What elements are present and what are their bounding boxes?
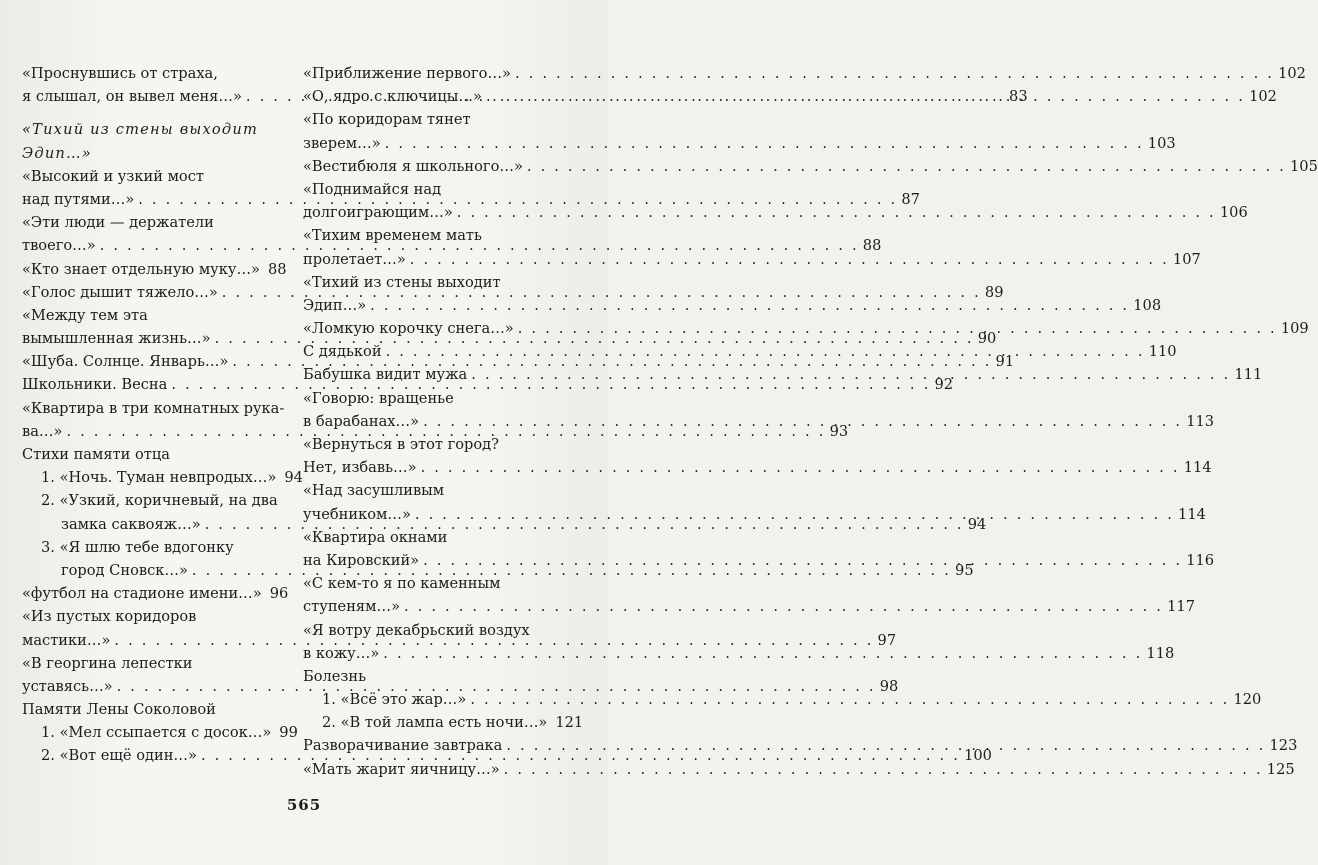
toc-entry-text: ступеням…» xyxy=(303,598,401,616)
toc-entry-text: 2. «Вот ещё один…» xyxy=(41,747,197,765)
toc-entry-text: замка саквояж…» xyxy=(61,515,201,533)
toc-entry-text: 2. «В той лампа есть ночи…» xyxy=(322,714,548,732)
toc-page-number: 123 xyxy=(1269,737,1298,755)
toc-page-number: 118 xyxy=(1146,644,1175,662)
toc-page-number: 88 xyxy=(267,260,287,278)
toc-page-number: 109 xyxy=(1280,320,1309,338)
toc-page-number: 103 xyxy=(1147,134,1176,152)
toc-entry-text: «С кем-то я по каменным xyxy=(303,575,501,593)
toc-entry-text: «Проснувшись от страха, xyxy=(22,65,218,82)
toc-entry-line xyxy=(303,108,566,131)
toc-entry-text: «Тихий из стены выходит xyxy=(303,273,501,291)
toc-entry xyxy=(303,433,1212,479)
toc-entry xyxy=(303,572,1195,618)
toc-entry-text: С дядькой xyxy=(303,343,382,361)
leader-dots xyxy=(410,248,1169,271)
toc-entry-line xyxy=(303,201,1248,224)
toc-entry-line xyxy=(303,572,566,595)
toc-entry-text: «Вернуться в этот город? xyxy=(303,436,499,453)
leader-dots xyxy=(486,85,1245,108)
toc-page-number: 102 xyxy=(1249,88,1277,106)
toc-entry xyxy=(303,62,1306,85)
toc-page-number: 95 xyxy=(955,561,974,579)
toc-entry-text: «Ломкую корочку снега…» xyxy=(303,320,514,338)
toc-entry-text: в кожу…» xyxy=(303,644,380,662)
toc-entry-text: Бабушка видит мужа xyxy=(303,366,468,384)
leader-dots xyxy=(506,734,1265,757)
toc-page-number: 99 xyxy=(279,724,298,742)
leader-dots xyxy=(423,549,1182,572)
toc-entry-line xyxy=(303,271,566,294)
toc-entry-text: учебником…» xyxy=(303,505,411,523)
toc-entry-line xyxy=(303,178,566,201)
toc-entry-text: Болезнь xyxy=(303,667,367,685)
toc-entry-text: Эдип…» xyxy=(22,144,92,162)
toc-entry xyxy=(22,721,298,744)
toc-page-number: 108 xyxy=(1133,296,1162,314)
toc-entry-line xyxy=(303,595,1195,618)
toc-page-number: 105 xyxy=(1290,157,1318,175)
toc-page-number: 90 xyxy=(977,330,997,348)
toc-page-number: 106 xyxy=(1219,204,1248,222)
toc-entry-text: Школьники. Весна xyxy=(22,376,168,394)
toc-page-number: 97 xyxy=(877,631,897,649)
toc-entry-text: «Шуба. Солнце. Январь…» xyxy=(22,353,229,371)
toc-entry xyxy=(303,665,566,688)
toc-entry-text: «Между тем эта xyxy=(22,306,148,324)
toc-entry-text: Нет, избавь…» xyxy=(303,459,417,477)
toc-entry-line xyxy=(22,258,287,281)
toc-entry-text: в барабанах…» xyxy=(303,412,420,430)
toc-entry-line xyxy=(303,642,1175,665)
toc-entry-text: вымышленная жизнь…» xyxy=(22,330,211,348)
toc-entry-text: город Сновск…» xyxy=(61,561,188,579)
toc-entry-text: Стихи памяти отца xyxy=(22,446,170,463)
toc-entry-text: «Голос дышит тяжело…» xyxy=(22,283,218,301)
toc-page-number: 114 xyxy=(1183,459,1212,477)
toc-entry-text: я слышал, он вывел меня…» xyxy=(22,88,242,106)
toc-entry-text: мастики…» xyxy=(22,631,111,649)
toc-entry-line xyxy=(22,489,284,512)
toc-entry-line xyxy=(22,582,289,605)
toc-entry-line xyxy=(22,165,284,188)
toc-page-number: 114 xyxy=(1178,505,1206,523)
toc-entry-text: 3. «Я шлю тебе вдогонку xyxy=(41,538,234,556)
leader-dots xyxy=(518,317,1277,340)
toc-entry-text: Памяти Лены Соколовой xyxy=(22,701,216,719)
toc-page-number: 107 xyxy=(1172,250,1201,268)
toc-entry-line xyxy=(22,652,284,675)
toc-entry-text: «В георгина лепестки xyxy=(22,654,193,672)
toc-page-number: 102 xyxy=(1278,65,1306,82)
toc-page-number: 116 xyxy=(1186,551,1215,569)
toc-page-number: 94 xyxy=(967,515,987,533)
toc-entry-text: «Эти люди — держатели xyxy=(22,214,214,232)
leader-dots xyxy=(423,410,1182,433)
toc-entry-text: «Тихим временем мать xyxy=(303,227,482,245)
toc-entry-line xyxy=(303,456,1212,479)
toc-entry xyxy=(303,155,1318,178)
leader-dots xyxy=(504,758,1263,781)
toc-entry-line xyxy=(22,304,284,327)
toc-entry-line xyxy=(22,62,284,85)
toc-page-number: 92 xyxy=(934,376,954,394)
toc-entry-text: Эдип…» xyxy=(303,296,367,314)
toc-page-number: 83 xyxy=(1009,88,1028,106)
leader-dots xyxy=(383,642,1142,665)
toc-entry-line xyxy=(22,721,298,744)
toc-entry-text: 2. «Узкий, коричневый, на два xyxy=(41,492,278,510)
toc-entry xyxy=(303,688,1262,711)
toc-entry xyxy=(303,108,1176,154)
toc-entry-line xyxy=(22,397,284,420)
toc-entry xyxy=(303,758,1295,781)
toc-entry-line xyxy=(22,142,284,165)
toc-entry-text: «футбол на стадионе имени…» xyxy=(22,585,262,603)
toc-entry-line xyxy=(22,605,284,628)
toc-entry-text: «О, ядро с ключицы…» xyxy=(303,88,482,106)
toc-entry-text: «По коридорам тянет xyxy=(303,111,471,129)
page-number: 565 xyxy=(286,796,322,814)
toc-page-number: 88 xyxy=(862,237,882,255)
toc-page-number: 91 xyxy=(995,353,1015,371)
toc-entry-line xyxy=(303,433,566,456)
toc-entry-text: «Поднимайся над xyxy=(303,180,442,198)
leader-dots xyxy=(527,155,1286,178)
toc-entry xyxy=(22,582,289,605)
toc-entry-text: «Кто знает отдельную муку…» xyxy=(22,260,260,278)
toc-entry-line xyxy=(303,294,1162,317)
toc-entry-line xyxy=(303,758,1295,781)
toc-page-number: 96 xyxy=(269,585,289,603)
toc-entry-text: Разворачивание завтрака xyxy=(303,737,503,755)
toc-page-number: 98 xyxy=(879,677,899,695)
toc-entry-text: долгоиграющим…» xyxy=(303,204,453,222)
toc-entry-line xyxy=(303,155,1318,178)
toc-entry-line xyxy=(22,698,284,721)
toc-entry-line xyxy=(303,665,566,688)
toc-entry-text: «Мать жарит яичницу…» xyxy=(303,760,500,778)
toc-entry-line xyxy=(303,224,566,247)
leader-dots xyxy=(515,62,1274,85)
toc-entry-text: «Вестибюля я школьного…» xyxy=(303,157,523,175)
toc-entry-line xyxy=(303,62,1306,85)
toc-entry-line xyxy=(303,526,566,549)
toc-entry-line xyxy=(303,387,566,410)
toc-entry-text: «Я вотру декабрьский воздух xyxy=(303,621,530,639)
toc-page-number: 89 xyxy=(984,283,1004,301)
toc-entry xyxy=(22,258,287,281)
toc-entry-line xyxy=(22,466,303,489)
toc-entry-line xyxy=(303,132,1176,155)
leader-dots xyxy=(457,201,1216,224)
toc-entry-text: «Приближение первого…» xyxy=(303,65,511,82)
toc-entry-text: «Из пустых коридоров xyxy=(22,608,197,626)
toc-entry-text: «Над засушливым xyxy=(303,482,445,500)
toc-entry-text: зверем…» xyxy=(303,134,381,152)
toc-page-number: 93 xyxy=(829,422,849,440)
toc-entry-text: «Высокий и узкий мост xyxy=(22,167,204,185)
toc-entry-text: «Квартира окнами xyxy=(303,528,448,546)
toc-entry xyxy=(22,118,284,164)
toc-entry-text: ва…» xyxy=(22,422,63,440)
toc-entry xyxy=(22,466,303,489)
toc-entry-line xyxy=(303,479,566,502)
toc-page-number: 113 xyxy=(1186,412,1215,430)
toc-entry xyxy=(22,443,284,466)
toc-entry-line xyxy=(22,118,284,141)
toc-entry-line xyxy=(303,711,584,734)
toc-entry-text: на Кировский» xyxy=(303,551,420,569)
toc-page-number: 110 xyxy=(1148,343,1177,361)
toc-entry-text: «Говорю: вращенье xyxy=(303,389,454,407)
leader-dots xyxy=(404,595,1163,618)
toc-entry-text: «Квартира в три комнатных рука- xyxy=(22,399,285,417)
toc-page-number: 87 xyxy=(901,190,920,208)
toc-entry-line xyxy=(303,688,1262,711)
toc-page-number: 94 xyxy=(284,469,303,487)
toc-entry-line xyxy=(22,211,284,234)
toc-entry-line xyxy=(22,443,284,466)
toc-entry-text: над путями…» xyxy=(22,190,135,208)
toc-entry-line xyxy=(22,536,284,559)
leader-dots xyxy=(421,456,1180,479)
toc-page-number: 111 xyxy=(1234,366,1263,384)
leader-dots xyxy=(471,363,1230,386)
toc-page-number: 117 xyxy=(1167,598,1195,616)
toc-entry-text: 1. «Мел ссыпается с досок…» xyxy=(41,724,272,742)
toc-page-number: 100 xyxy=(964,747,992,765)
toc-entry-text: твоего…» xyxy=(22,237,96,255)
toc-page-number: 120 xyxy=(1233,691,1262,709)
toc-entry-line xyxy=(303,619,566,642)
leader-dots xyxy=(386,340,1145,363)
leader-dots xyxy=(370,294,1129,317)
toc-page-number: 121 xyxy=(555,714,584,732)
toc-entry-text: пролетает…» xyxy=(303,250,406,268)
toc-entry-text: 1. «Ночь. Туман невпродых…» xyxy=(41,469,277,487)
leader-dots xyxy=(385,132,1144,155)
toc-page-number: 125 xyxy=(1266,760,1295,778)
toc-spacer xyxy=(22,108,284,118)
toc-entry-text: «Тихий из стены выходит xyxy=(22,121,258,139)
toc-entry-line xyxy=(303,248,1201,271)
toc-entry-text: уставясь…» xyxy=(22,677,113,695)
leader-dots xyxy=(415,503,1174,526)
leader-dots xyxy=(470,688,1229,711)
toc-entry xyxy=(303,711,584,734)
toc-entry xyxy=(22,698,284,721)
toc-entry-text: 1. «Всё это жар…» xyxy=(322,691,467,709)
